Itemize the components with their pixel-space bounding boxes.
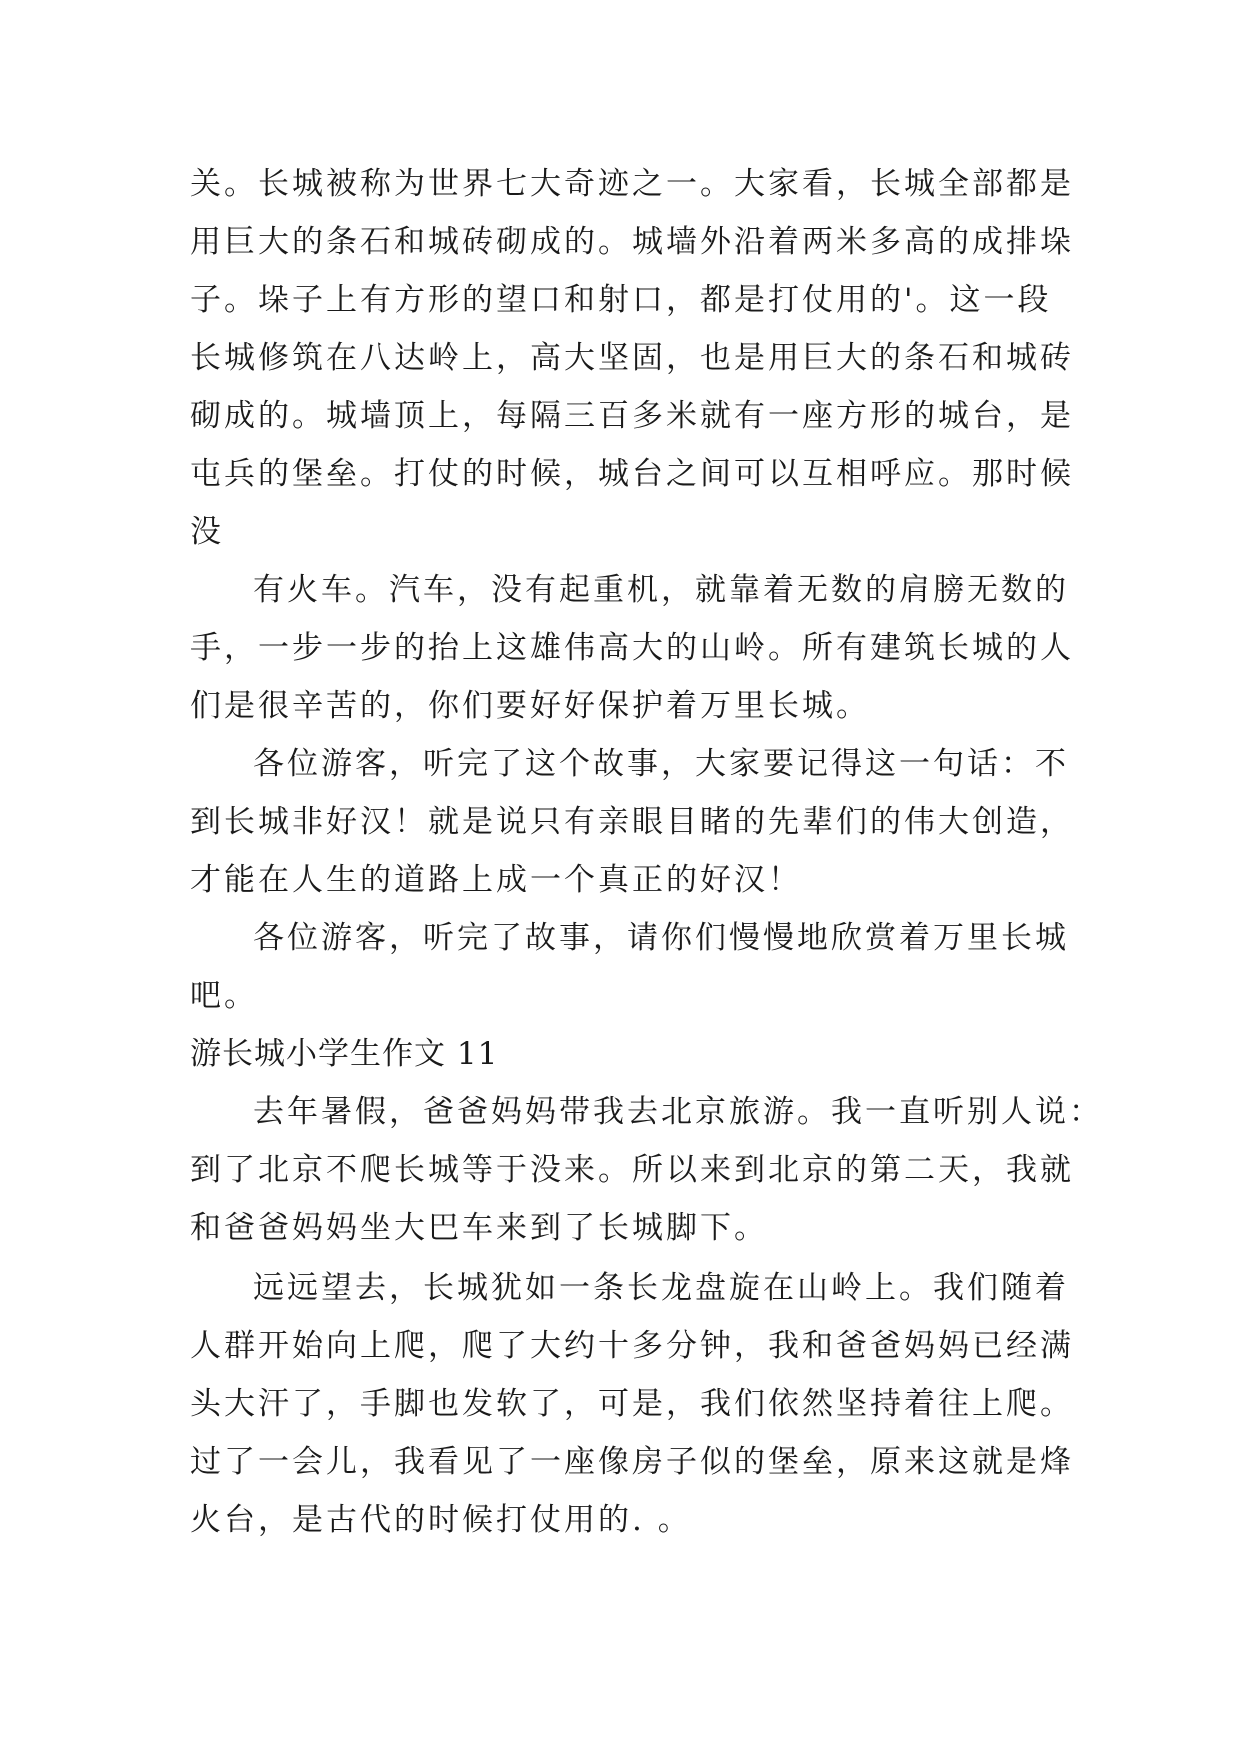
paragraph-first-line: 去年暑假，爸爸妈妈带我去北京旅游。我一直听别人说： [253, 1094, 1103, 1130]
paragraph-first-line: 有火车。汽车，没有起重机，就靠着无数的肩膀无数的 [253, 572, 1069, 608]
section-heading: 游长城小学生作文 11 [190, 1036, 499, 1072]
paragraph-first-line: 各位游客，听完了故事，请你们慢慢地欣赏着万里长城 [253, 920, 1069, 956]
text-line: 到长城非好汉！就是说只有亲眼目睹的先辈们的伟大创造， [190, 804, 1074, 840]
text-line: 没 [190, 514, 224, 550]
paragraph-first-line: 远远望去，长城犹如一条长龙盘旋在山岭上。我们随着 [253, 1270, 1069, 1306]
text-line: 手，一步一步的抬上这雄伟高大的山岭。所有建筑长城的人 [190, 630, 1074, 666]
text-line: 过了一会儿，我看见了一座像房子似的堡垒，原来这就是烽 [190, 1444, 1074, 1480]
text-line: 头大汗了，手脚也发软了，可是，我们依然坚持着往上爬。 [190, 1386, 1074, 1422]
text-line: 子。垛子上有方形的望口和射口，都是打仗用的'。这一段 [190, 282, 1052, 318]
text-line: 关。长城被称为世界七大奇迹之一。大家看，长城全部都是 [190, 166, 1074, 202]
text-line: 才能在人生的道路上成一个真正的好汉！ [190, 862, 802, 898]
text-line: 吧。 [190, 978, 258, 1014]
text-line: 人群开始向上爬，爬了大约十多分钟，我和爸爸妈妈已经满 [190, 1328, 1074, 1364]
paragraph-first-line: 各位游客，听完了这个故事，大家要记得这一句话：不 [253, 746, 1069, 782]
text-line: 长城修筑在八达岭上，高大坚固，也是用巨大的条石和城砖 [190, 340, 1074, 376]
text-line: 们是很辛苦的，你们要好好保护着万里长城。 [190, 688, 870, 724]
text-line: 屯兵的堡垒。打仗的时候，城台之间可以互相呼应。那时候 [190, 456, 1074, 492]
text-line: 砌成的。城墙顶上，每隔三百多米就有一座方形的城台，是 [190, 398, 1074, 434]
text-line: 用巨大的条石和城砖砌成的。城墙外沿着两米多高的成排垛 [190, 224, 1074, 260]
text-line: 和爸爸妈妈坐大巴车来到了长城脚下。 [190, 1210, 768, 1246]
text-line: 到了北京不爬长城等于没来。所以来到北京的第二天，我就 [190, 1152, 1074, 1188]
text-line: 火台，是古代的时候打仗用的. 。 [190, 1502, 692, 1538]
